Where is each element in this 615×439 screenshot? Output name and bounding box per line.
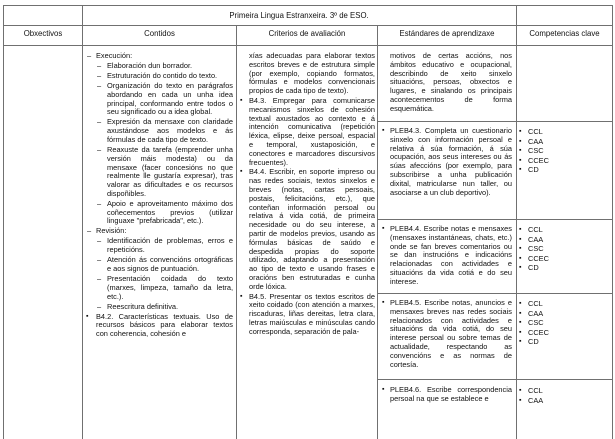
list-item: – Expresión da mensaxe con claridade axustándose aos modelos e ás fórmulas de cada tipo de texto.	[86, 118, 233, 144]
list-item: ▪ CSC	[519, 146, 611, 156]
contidos-cell	[86, 52, 233, 439]
column-header-contidos: Contidos	[144, 29, 175, 38]
list-item: ▪ CD	[519, 337, 611, 347]
list-item: ▪ CAA	[519, 137, 611, 147]
column-header-criterios: Criterios de avaliación	[268, 29, 346, 38]
criterion-b4-4: ▪ B4.4. Escribir, en soporte impreso ou nas redes sociais, textos sinxelos e breves (notas, cartas persoais, postais, felicitacións, etc.), que conteñan información persoal ou relativa á vida cotiá, de primeira necesidade ou do seu interese, a partir de modelos previos, usando as fórmulas básicas de saúdo e despedida propias do soporte utilizado, adaptando a presentación ao tipo de texto e usando frases e oracións ben estruturadas e cunha orde lóxica.	[240, 168, 375, 291]
criterion-continued: xías adecuadas para elaborar textos escritos breves e de estrutura simple (por exemplo, copiando formatos, fórmulas e modelos convencionais propios de cada tipo de texto).	[249, 52, 375, 96]
standard-text: motivos de certas accións, nos ámbitos educativo e ocupacional, describindo de xeito sinxelo situacións, persoas, obxectos e lugares, e sinalando os principais acontecementos de forma esquemática.	[390, 51, 512, 113]
list-item: ▪ CAA	[519, 309, 611, 319]
execucion-heading: – Execución:	[86, 52, 233, 61]
standard-code: PLEB4.5.	[390, 298, 422, 307]
list-item: ▪ CCEC	[519, 254, 611, 264]
list-item: – Atención ás convencións ortográficas e aos signos de puntuación.	[86, 256, 233, 274]
column-header-estandares: Estándares de aprendizaxe	[399, 29, 495, 38]
column-header-obxectivos: Obxectivos	[23, 29, 63, 38]
standard-continued	[382, 52, 512, 114]
standard-pleb4-6	[382, 386, 512, 404]
bullet-icon: ▪	[382, 225, 385, 232]
standard-pleb4-4	[382, 225, 512, 287]
standard-pleb4-3	[382, 127, 512, 197]
list-item: ▪ CCL	[519, 386, 611, 396]
standard-code: PLEB4.6.	[390, 385, 422, 394]
standard-text: Escribe correspondencia persoal na que se establece e	[390, 385, 512, 403]
standard-pleb4-5	[382, 299, 512, 369]
list-item: ▪ CD	[519, 165, 611, 175]
list-item: ▪ CSC	[519, 244, 611, 254]
list-item: ▪ CAA	[519, 396, 611, 406]
list-item: ▪ CCEC	[519, 328, 611, 338]
list-item: – Elaboración dun borrador.	[86, 62, 233, 71]
criterion-b4-3: ▪ B4.3. Empregar para comunicarse mecanismos sinxelos de cohesión textual axustados ao contexto e á intención comunicativa (repetición léxica, elipse, deixe persoal, espacial e temporal, xustaposición, e conectores e marcadores discursivos frecuentes).	[240, 97, 375, 167]
list-item: – Estruturación do contido do texto.	[86, 72, 233, 81]
revision-heading: – Revisión:	[86, 227, 233, 236]
competencias-pleb4-3	[519, 127, 611, 175]
list-item: – Reaxuste da tarefa (emprender unha versión máis modesta) ou da mensaxe (facer concesións no que realmente lle gustaría expresar), tras valorar as dificultades e os recursos dispoñibles.	[86, 146, 233, 199]
list-item: ▪ CCL	[519, 127, 611, 137]
bullet-icon: ▪	[382, 299, 385, 306]
standard-code: PLEB4.4.	[390, 224, 422, 233]
competencias-pleb4-6	[519, 386, 611, 405]
list-item: – Reescritura definitiva.	[86, 303, 233, 312]
content-b4-2: ▪ B4.2. Características textuais. Uso de recursos básicos para elaborar textos con coherencia, cohesión e	[86, 313, 233, 339]
list-item: – Apoio e aproveitamento máximo dos coñecementos previos (utilizar linguaxe "prefabricada", etc.).	[86, 200, 233, 226]
column-header-competencias: Competencias clave	[529, 29, 600, 38]
list-item: – Presentación coidada do texto (marxes, limpeza, tamaño da letra, etc.).	[86, 275, 233, 301]
competencias-pleb4-4	[519, 225, 611, 273]
standard-code: PLEB4.3.	[390, 126, 422, 135]
competencias-pleb4-5	[519, 299, 611, 347]
bullet-icon: ▪	[382, 386, 385, 393]
criterios-cell	[240, 52, 375, 439]
list-item: ▪ CCL	[519, 225, 611, 235]
list-item: ▪ CSC	[519, 318, 611, 328]
standard-text: Escribe notas e mensaxes (mensaxes instantáneas, chats, etc.) onde se fan breves comentarios ou se dan instrucións e indicacións relacionadas con actividades e situacións da vida cotiá e do seu interese.	[390, 224, 512, 286]
standard-text: Escribe notas, anuncios e mensaxes breves nas redes sociais relacionados con actividades e situacións da vida cotiá, do seu interese persoal ou sobre temas de actualidade, respectando as convencións e as normas de cortesía.	[390, 298, 512, 369]
table-title: Primeira Lingua Estranxeira. 3º de ESO.	[229, 11, 369, 20]
list-item: – Identificación de problemas, erros e repeticións.	[86, 237, 233, 255]
list-item: ▪ CCL	[519, 299, 611, 309]
list-item: ▪ CCEC	[519, 156, 611, 166]
list-item: ▪ CD	[519, 263, 611, 273]
standard-text: Completa un cuestionario sinxelo con información persoal e relativa á súa formación, á súa ocupación, aos seus intereses ou ás súas afeccións (por exemplo, para subscribirse a unha publicación dixital, matricularse nun taller, ou asociarse a un club deportivo).	[390, 126, 512, 197]
bullet-icon: ▪	[382, 127, 385, 134]
list-item: – Organización do texto en parágrafos abordando en cada un unha idea principal, conformando entre todos o seu significado ou a idea global.	[86, 82, 233, 117]
list-item: ▪ CAA	[519, 235, 611, 245]
criterion-b4-5: ▪ B4.5. Presentar os textos escritos de xeito coidado (con atención a marxes, riscaduras, liñas dereitas, letra clara, letras maiúsculas e minúsculas cando corresponda, separación de pala-	[240, 293, 375, 337]
